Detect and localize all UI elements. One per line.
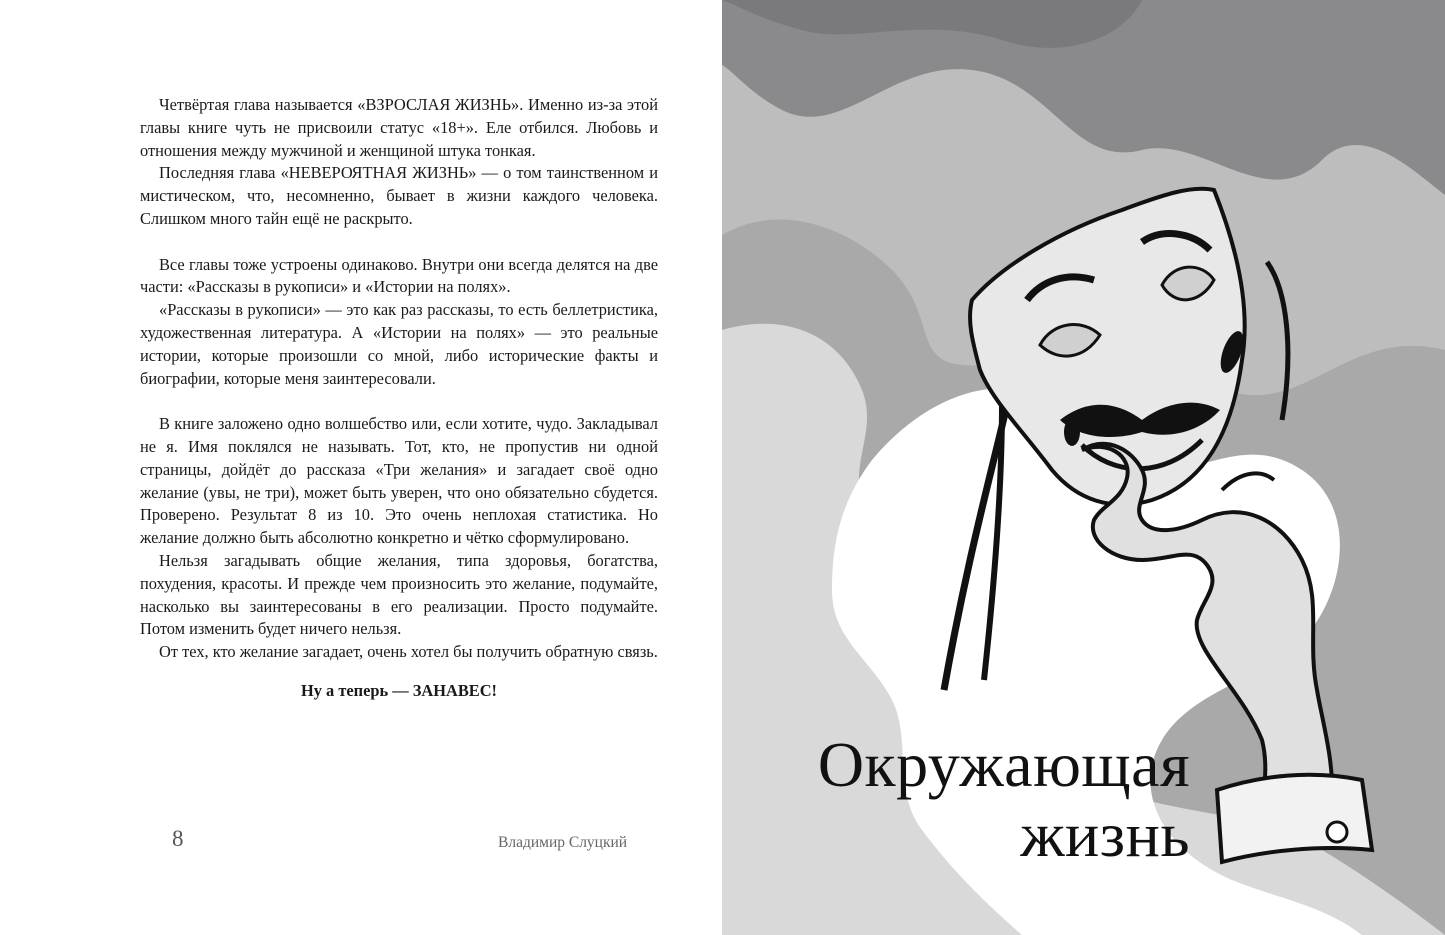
right-page: [722, 0, 1445, 935]
mask-cheek-left: [1064, 418, 1080, 446]
chapter-title-line2: жизнь: [1020, 799, 1190, 870]
paragraph: Последняя глава «НЕВЕРОЯТНАЯ ЖИЗНЬ» — о том таинственном и мистическом, что, несомненно, бывает в жизни каждого человека. Слишком много тайн ещё не раскрыто.: [140, 163, 658, 228]
paragraph: Четвёртая глава называется «ВЗРОСЛАЯ ЖИЗНЬ». Именно из-за этой главы книге чуть не присвоили статус «18+». Еле отбился. Любовь и отношения между мужчиной и женщиной штука тонкая.: [140, 95, 658, 160]
chapter-title-line1: Окружающая: [817, 729, 1190, 800]
cuff-button: [1327, 822, 1347, 842]
left-page: [0, 0, 722, 935]
ribbon-left-2: [984, 405, 1002, 680]
paragraph: Нельзя загадывать общие желания, типа здоровья, богатства, похудения, красоты. И прежде чем произносить это желание, подумайте, насколько вы заинтересованы в его реализации. Просто подумайте. Потом изменить будет ничего нельзя.: [140, 550, 658, 639]
mask-shape: [970, 189, 1245, 505]
running-footer-author: Владимир Слуцкий: [498, 834, 628, 851]
paragraph: «Рассказы в рукописи» — это как раз рассказы, то есть беллетристика, художественная литература. А «Истории на полях» — это реальные истории, которые произошли со мной, либо исторические факты и биографии, которые меня заинтересовали.: [140, 300, 658, 388]
paragraph: В книге заложено одно волшебство или, если хотите, чудо. Закладывал не я. Имя поклялся не называть. Тот, кто, не пропустив ни одной страницы, дойдёт до рассказа «Три желания» и загадает своё одно желание (увы, не три), может быть уверен, что оно обязательно сбудется. Проверено. Результат 8 из 10. Это очень неплохая статистика. Но желание должно быть абсолютно конкретно и чётко сформулировано.: [140, 414, 658, 548]
paragraph: Все главы тоже устроены одинаково. Внутри они всегда делятся на две части: «Рассказы в рукописи» и «Истории на полях».: [140, 254, 658, 297]
ribbon-right: [1267, 262, 1288, 420]
body-text: [140, 94, 658, 703]
paragraph: От тех, кто желание загадает, очень хотел бы получить обратную связь.: [159, 642, 658, 662]
closing-line: Ну а теперь — ЗАНАВЕС!: [301, 680, 497, 700]
shirt-cuff: [1217, 775, 1372, 862]
hand-finger: [1222, 473, 1274, 490]
chapter-title: [818, 730, 1190, 870]
page-number: 8: [172, 826, 184, 851]
